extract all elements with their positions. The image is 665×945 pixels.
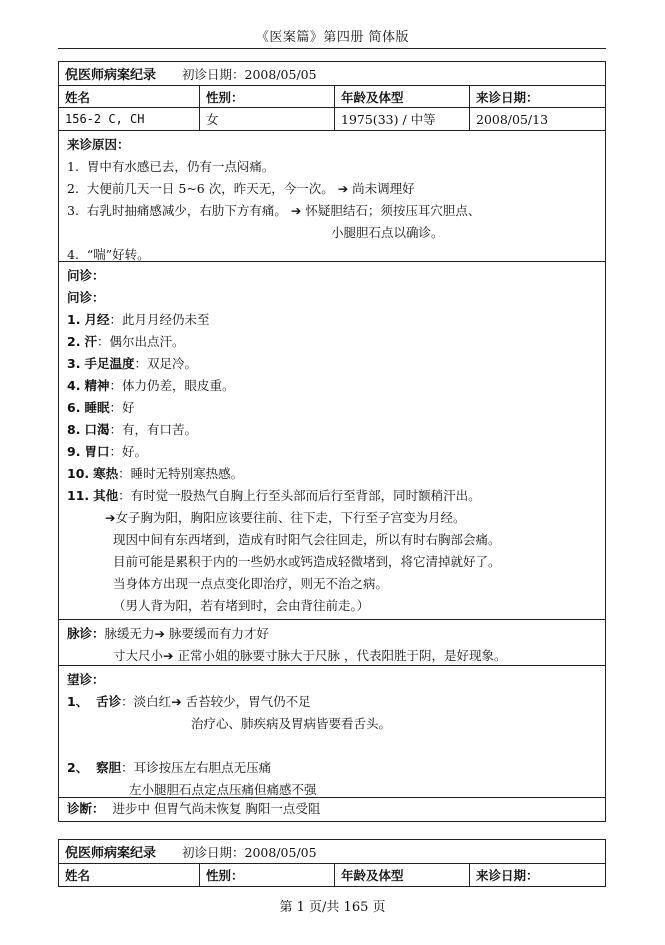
header-name: 姓名 <box>65 89 91 105</box>
header-visit-date: 来诊日期： <box>469 86 607 107</box>
header-gender: 性别： <box>199 864 334 886</box>
pulse-line: 脉诊：脉缓无力➔ 脉要缓而有力才好 <box>67 626 270 641</box>
header-rule <box>58 48 606 49</box>
header-age: 年龄及体型 <box>334 86 469 107</box>
inquiry-item: 6. 睡眠：好 <box>67 400 135 415</box>
record-title: 倪医师病案纪录 <box>65 846 157 861</box>
diagnosis-label: 诊断： <box>67 801 105 816</box>
gallbladder-check: 2、 察胆：耳诊按压左右胆点无压痛 <box>67 760 272 775</box>
header-name: 姓名 <box>65 868 91 883</box>
inquiry-section <box>59 262 605 620</box>
inquiry-note: ➔女子胸为阳，胸阳应该要往前、往下走，下行至子宫变为月经。 <box>105 510 466 525</box>
diagnosis-text: 进步中 但胃气尚未恢复 胸阳一点受阻 <box>112 801 321 816</box>
case-record <box>58 61 606 822</box>
table-value-row <box>59 108 605 131</box>
inquiry-note: （男人背为阳，若有堵到时，会由背往前走。） <box>113 598 370 613</box>
arrow-icon: ➔ <box>105 510 116 525</box>
gallbladder-note: 左小腿胆石点定点压痛但痛感不强 <box>129 782 317 797</box>
header-gender: 性别： <box>199 86 334 107</box>
reason-title: 来诊原因： <box>67 137 130 152</box>
pulse-section <box>59 620 605 666</box>
arrow-icon: ➔ <box>337 181 349 196</box>
page-header: 《医案篇》第四册 简体版 <box>255 30 410 45</box>
observation-section <box>59 666 605 798</box>
pulse-label: 脉诊： <box>67 626 105 641</box>
reason-item-continuation: 小腿胆石点以确诊。 <box>331 225 444 240</box>
inquiry-item: 10. 寒热：睡时无特别寒热感。 <box>67 466 244 481</box>
arrow-icon: ➔ <box>163 648 174 663</box>
tongue-note: 治疗心、肺疾病及胃病皆要看舌头。 <box>191 716 392 731</box>
inquiry-item: 1. 月经：此月月经仍未至 <box>67 312 210 327</box>
inquiry-note: 目前可能是累积于内的一些奶水或钙造成轻微堵到，将它清掉就好了。 <box>113 554 501 569</box>
inquiry-item: 4. 精神：体力仍差，眼皮重。 <box>67 378 235 393</box>
reason-item: 2. 大便前几天一日 5~6 次，昨天无，今一次。 ➔ 尚未调理好 <box>67 181 415 196</box>
record-title-row <box>59 840 605 864</box>
header-visit-date: 来诊日期： <box>469 864 607 886</box>
case-record-2 <box>58 839 606 887</box>
arrow-icon: ➔ <box>290 203 302 218</box>
inquiry-item: 9. 胃口：好。 <box>67 444 147 459</box>
patient-id: 156-2 C, CH <box>65 112 145 126</box>
patient-gender: 女 <box>199 108 334 130</box>
first-visit-date: 初诊日期：2008/05/05 <box>182 844 317 860</box>
table-header-row <box>59 864 605 886</box>
inquiry-note: 现因中间有东西堵到，造成有时阳气会往回走，所以有时右胸部会痛。 <box>113 532 501 547</box>
inquiry-item: 3. 手足温度：双足冷。 <box>67 356 197 371</box>
reason-item: 4. “喘”好转。 <box>67 247 150 262</box>
patient-age: 1975(33) / 中等 <box>334 108 469 130</box>
observation-title: 望诊： <box>67 672 105 687</box>
inquiry-note: 当身体方出现一点点变化即治疗，则无不治之病。 <box>113 576 389 591</box>
reason-section <box>59 131 605 262</box>
reason-item: 3. 右乳时抽痛感减少，右肋下方有痛。 ➔ 怀疑胆结石；须按压耳穴胆点、 <box>67 203 481 218</box>
table-header-row <box>59 86 605 108</box>
inquiry-subtitle: 问诊： <box>67 290 105 305</box>
arrow-icon: ➔ <box>154 626 166 641</box>
pulse-line: 寸大尺小➔ 正常小姐的脉要寸脉大于尺脉 ，代表阳胜于阴，是好现象。 <box>113 648 507 663</box>
record-title-row <box>59 62 605 86</box>
visit-date: 2008/05/13 <box>469 108 607 130</box>
arrow-icon: ➔ <box>171 694 182 709</box>
inquiry-title: 问诊： <box>67 268 105 283</box>
inquiry-item: 11. 其他：有时觉一股热气自胸上行至头部而后行至背部，同时额稍汗出。 <box>67 488 481 503</box>
inquiry-item: 8. 口渴：有，有口苦。 <box>67 422 197 437</box>
inquiry-item: 2. 汗：偶尔出点汗。 <box>67 334 185 349</box>
record-title: 倪医师病案纪录 <box>65 68 157 83</box>
diagnosis-section <box>59 798 605 821</box>
page-footer: 第 1 页/共 165 页 <box>279 900 386 915</box>
reason-item: 1. 胃中有水感已去，仍有一点闷痛。 <box>67 159 275 174</box>
header-age: 年龄及体型 <box>334 864 469 886</box>
tongue-diagnosis: 1、 舌诊：淡白红➔ 舌苔较少，胃气仍不足 <box>67 694 311 709</box>
first-visit-date: 初诊日期：2008/05/05 <box>182 66 317 82</box>
